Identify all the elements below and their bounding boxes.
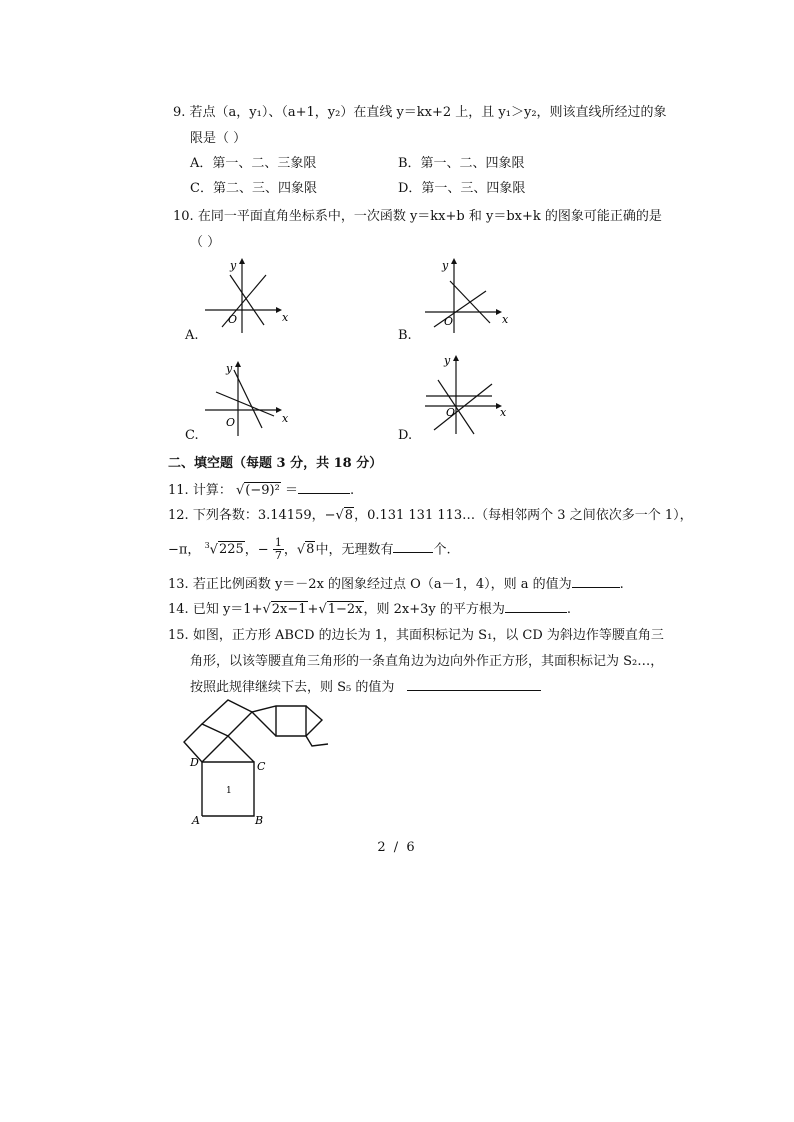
q12-line2 — [168, 537, 451, 562]
q13-answer-blank[interactable] — [572, 575, 620, 588]
q12-text-d: 中，无理数有 — [315, 542, 394, 558]
q10-graph-b — [420, 255, 520, 335]
q9-option-b: B．第一、二、四象限 — [398, 156, 525, 171]
q9-option-c: C．第二、三、四象限 — [190, 181, 317, 196]
q14-number: 14. — [168, 602, 189, 617]
q15-label-center: 1 — [226, 786, 232, 796]
q10-stem-line1 — [173, 208, 662, 226]
q13 — [168, 575, 624, 594]
section2-title: 二、填空题（每题 3 分，共 18 分） — [168, 456, 383, 471]
q10-number: 10. — [173, 209, 194, 224]
q10-graph-c — [200, 358, 300, 438]
q15-label-a: A — [192, 814, 200, 827]
q15-number: 15. — [168, 628, 189, 643]
q10-option-d-label: D. — [398, 428, 413, 443]
q12-cbrt-index: 3 — [204, 541, 210, 550]
q14-root-b: 1−2x — [327, 602, 363, 617]
q9-stem-line1 — [173, 104, 667, 122]
q11-expr: (−9)² — [245, 483, 280, 498]
q14-end: . — [566, 602, 572, 617]
q15-label-c: C — [257, 760, 266, 773]
q10-stem-line2: （ ） — [190, 235, 221, 250]
page-number: 2 / 6 — [377, 840, 417, 855]
q15-label-d: D — [190, 756, 199, 769]
q15-text3: 按照此规律继续下去，则 S₅ 的值为 — [190, 680, 395, 695]
q10-option-c-label: C. — [185, 428, 199, 443]
q14-answer-blank[interactable] — [505, 600, 567, 613]
q12-frac-den: 7 — [274, 549, 282, 563]
q10-option-a-label: A. — [185, 328, 199, 343]
q11-answer-blank[interactable] — [298, 481, 350, 494]
q12-root8-b: 8 — [306, 542, 315, 558]
q10-stem: 在同一平面直角坐标系中，一次函数 y＝kx+b 和 y＝bx+k 的图象可能正确的是 — [197, 209, 662, 224]
q12-line1 — [168, 507, 693, 525]
q12-neg-pi: −π， — [168, 542, 201, 558]
q10-graph-c-x-label: x — [282, 412, 289, 425]
q15-line1 — [168, 627, 664, 645]
q10-graph-a-origin: O — [228, 313, 238, 326]
q12-root8: 8 — [344, 508, 354, 523]
q14-text-c: ，则 2x+3y 的平方根为 — [363, 602, 505, 617]
q10-graph-b-origin: O — [444, 315, 454, 328]
q10-graph-c-origin: O — [226, 416, 236, 429]
q14-text-b: + — [307, 602, 319, 617]
q15-answer-blank[interactable] — [407, 678, 541, 691]
q10-graph-d-origin: O — [446, 406, 456, 419]
q13-end: . — [619, 577, 624, 592]
q12-text-a: 下列各数：3.14159，− — [192, 508, 336, 523]
q10-graph-d — [420, 352, 520, 437]
q10-option-b-label: B. — [398, 328, 412, 343]
q12-text-b: ，0.131 131 113…（每相邻两个 3 之间依次多一个 1）， — [354, 508, 693, 523]
q10-graph-b-x-label: x — [502, 313, 509, 326]
q9-number: 9. — [173, 105, 186, 120]
q10-graph-a-y-label: y — [230, 259, 237, 272]
q15-figure — [180, 690, 340, 830]
q14-sqrt-sign-a: √ — [262, 602, 271, 617]
q12-sqrt-sign: √ — [335, 508, 344, 523]
q9-option-a: A．第一、二、三象限 — [190, 156, 317, 171]
q10-graph-b-y-label: y — [442, 259, 449, 272]
q12-fraction — [273, 537, 284, 562]
q10-graph-d-x-label: x — [500, 406, 507, 419]
q12-cbrt-val: 225 — [218, 542, 244, 558]
q11-prefix: 计算： — [192, 483, 232, 498]
q10-graph-a — [200, 255, 300, 335]
q13-number: 13. — [168, 577, 189, 592]
q11 — [168, 481, 354, 500]
q12-frac-num: 1 — [274, 536, 282, 550]
q14-root-a: 2x−1 — [271, 602, 307, 617]
q12-text-c: ， — [283, 542, 297, 558]
q12-number: 12. — [168, 508, 189, 523]
q11-number: 11. — [168, 483, 189, 498]
q14-sqrt-sign-b: √ — [318, 602, 327, 617]
q15-label-b: B — [255, 814, 264, 827]
q10-graph-c-y-label: y — [226, 362, 233, 375]
q14-text-a: 已知 y＝1+ — [192, 602, 263, 617]
q12-cbrt-sign: √ — [209, 542, 218, 558]
q10-graph-a-x-label: x — [282, 311, 289, 324]
q10-graph-d-y-label: y — [444, 354, 451, 367]
q12-sqrt-sign2: √ — [296, 542, 306, 558]
q9-option-d: D．第一、三、四象限 — [398, 181, 526, 196]
q13-text: 若正比例函数 y＝－2x 的图象经过点 O（a－1，4），则 a 的值为 — [192, 577, 572, 592]
q12-end: 个. — [433, 542, 451, 558]
q9-stem: 若点（a，y₁）、（a+1，y₂）在直线 y＝kx+2 上，且 y₁＞y₂，则该直线所经过的象 — [189, 105, 667, 120]
q15-line2: 角形，以该等腰直角三角形的一条直角边为边向外作正方形，其面积标记为 S₂…， — [190, 654, 664, 669]
q11-sqrt-sign: √ — [235, 483, 245, 498]
q12-text-b2: ，− — [244, 542, 269, 558]
q9-stem-line2: 限是（ ） — [190, 131, 247, 146]
q12-answer-blank[interactable] — [393, 540, 433, 553]
q11-end: . — [349, 483, 355, 498]
q15-text1: 如图，正方形 ABCD 的边长为 1，其面积标记为 S₁，以 CD 为斜边作等腰直角三 — [192, 628, 664, 643]
q11-suffix: ＝ — [284, 483, 298, 498]
q14 — [168, 600, 571, 619]
